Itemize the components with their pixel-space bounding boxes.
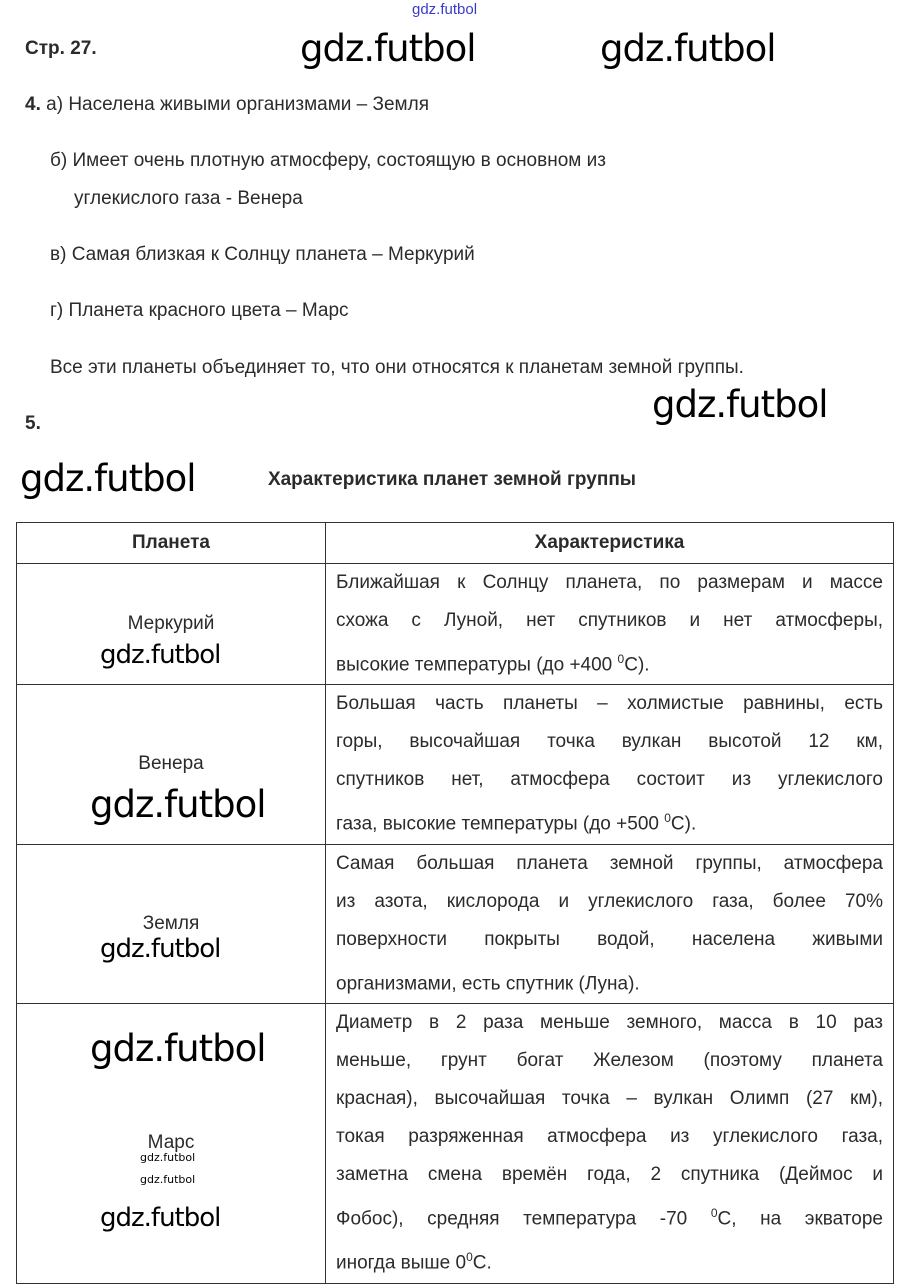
planet-name: Марс [17, 1003, 326, 1283]
q4-item-b-line1: б) Имеет очень плотную атмосферу, состоящую в основном из [50, 150, 606, 171]
characteristic-line: токая разряженная атмосфера из углекислого газа, [336, 1125, 883, 1147]
characteristic-line: из азота, кислорода и углекислого газа, более 70% [336, 890, 883, 912]
superscript: 0 [466, 1250, 473, 1265]
table-title: Характеристика планет земной группы [267, 469, 637, 490]
characteristic-line: Самая большая планета земной группы, атмосфера [336, 852, 883, 874]
text: С). [624, 654, 650, 676]
characteristic-line: красная), высочайшая точка – вулкан Олимп (27 км), [336, 1087, 883, 1109]
watermark-top: gdz.futbol [412, 1, 478, 18]
watermark: gdz.futbol [100, 1203, 221, 1233]
planet-characteristic [326, 844, 894, 1003]
q5-number: 5. [25, 413, 41, 434]
characteristic-line [336, 799, 883, 843]
superscript: 0 [664, 811, 671, 826]
q4-item-a [25, 94, 429, 116]
planet-characteristic [326, 564, 894, 685]
characteristic-line: спутников нет, атмосфера состоит из углекислого [336, 769, 883, 791]
watermark: gdz.futbol [90, 1027, 266, 1070]
text: высокие температуры (до +400 [336, 654, 618, 676]
characteristic-line: поверхности покрыты водой, населена живыми [336, 928, 883, 950]
header-planet: Планета [17, 523, 326, 564]
characteristic-line: схожа с Луной, нет спутников и нет атмосферы, [336, 610, 883, 631]
q4-item-d: г) Планета красного цвета – Марс [50, 300, 349, 321]
watermark: gdz.futbol [600, 27, 776, 70]
header-characteristic: Характеристика [326, 523, 894, 564]
planet-name: Венера [17, 685, 326, 844]
superscript: 0 [710, 1205, 718, 1220]
watermark: gdz.futbol [20, 457, 196, 500]
q4-summary: Все эти планеты объединяет то, что они относятся к планетам земной группы. [50, 357, 744, 378]
characteristic-line: Большая часть планеты – холмистые равнины, есть [336, 693, 883, 715]
superscript: 0 [617, 652, 625, 666]
characteristic-line: Диаметр в 2 раза меньше земного, масса в 10 раз [336, 1011, 883, 1033]
watermark: gdz.futbol [90, 783, 266, 826]
text: С. [472, 1252, 492, 1274]
characteristic-line: заметна смена времён года, 2 спутника (Деймос и [336, 1163, 883, 1185]
watermark: gdz.futbol [652, 383, 828, 426]
text: иногда выше 0 [336, 1252, 467, 1274]
table-header-row [17, 523, 894, 564]
characteristic-line: меньше, грунт богат Железом (поэтому планета [336, 1049, 883, 1071]
planet-name: Земля [17, 844, 326, 1003]
watermark: gdz.futbol [300, 27, 476, 70]
text: газа, высокие температуры (до +500 [336, 813, 665, 835]
q4-item-b-line2: углекислого газа - Венера [74, 188, 303, 209]
watermark-small: gdz.futbol [140, 1151, 196, 1164]
watermark-small: gdz.futbol [140, 1173, 196, 1186]
planet-characteristic [326, 685, 894, 844]
planets-table [16, 522, 894, 1284]
watermark: gdz.futbol [100, 640, 221, 670]
watermark: gdz.futbol [100, 934, 221, 964]
text: организмами, есть спутник (Луна). [336, 972, 640, 994]
planet-characteristic [326, 1003, 894, 1283]
text: С). [670, 813, 697, 835]
text: Фобос), средняя температура -70 [336, 1208, 711, 1230]
characteristic-line [336, 1194, 883, 1238]
characteristic-line [336, 959, 883, 1003]
characteristic-line [336, 640, 883, 684]
text: С, на экваторе [717, 1208, 883, 1230]
characteristic-line: Ближайшая к Солнцу планета, по размерам и массе [336, 572, 883, 593]
characteristic-line: горы, высочайшая точка вулкан высотой 12 км, [336, 731, 883, 753]
q4-item-c: в) Самая близкая к Солнцу планета – Меркурий [50, 244, 475, 265]
table-row [17, 844, 894, 1003]
page-reference: Стр. 27. [25, 38, 97, 59]
planet-name: Меркурий [17, 564, 326, 685]
characteristic-line [336, 1238, 883, 1282]
q4-a-text: а) Населена живыми организмами – Земля [46, 94, 429, 115]
q4-number: 4. [25, 94, 41, 115]
